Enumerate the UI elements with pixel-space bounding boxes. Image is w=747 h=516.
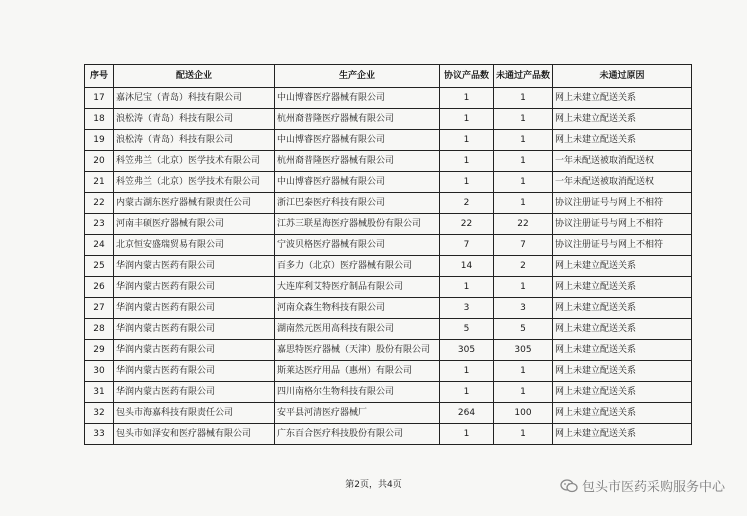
cell-distributor: 华润内蒙古医药有限公司 — [114, 277, 275, 298]
cell-failure-reason: 网上未建立配送关系 — [553, 361, 692, 382]
cell-failure-reason: 协议注册证号与网上不相符 — [553, 214, 692, 235]
cell-failed-count: 1 — [494, 109, 553, 130]
cell-index: 17 — [85, 88, 114, 109]
cell-index: 32 — [85, 403, 114, 424]
cell-agreement-count: 1 — [440, 109, 494, 130]
cell-index: 22 — [85, 193, 114, 214]
cell-index: 30 — [85, 361, 114, 382]
cell-failure-reason: 网上未建立配送关系 — [553, 109, 692, 130]
cell-failure-reason: 网上未建立配送关系 — [553, 340, 692, 361]
cell-distributor: 科笠弗兰（北京）医学技术有限公司 — [114, 172, 275, 193]
cell-failed-count: 2 — [494, 256, 553, 277]
cell-agreement-count: 5 — [440, 319, 494, 340]
cell-agreement-count: 1 — [440, 361, 494, 382]
cell-failed-count: 100 — [494, 403, 553, 424]
header-index: 序号 — [85, 65, 114, 88]
cell-manufacturer: 浙江巴泰医疗科技有限公司 — [275, 193, 440, 214]
cell-distributor: 浪松涛（青岛）科技有限公司 — [114, 109, 275, 130]
table-row — [85, 130, 692, 151]
cell-manufacturer: 宁波贝格医疗器械有限公司 — [275, 235, 440, 256]
cell-index: 28 — [85, 319, 114, 340]
cell-agreement-count: 1 — [440, 382, 494, 403]
cell-index: 31 — [85, 382, 114, 403]
table-row — [85, 277, 692, 298]
cell-failure-reason: 网上未建立配送关系 — [553, 403, 692, 424]
cell-failed-count: 22 — [494, 214, 553, 235]
cell-failure-reason: 网上未建立配送关系 — [553, 424, 692, 445]
cell-manufacturer: 百多力（北京）医疗器械有限公司 — [275, 256, 440, 277]
header-failed-count: 未通过产品数 — [494, 65, 553, 88]
cell-distributor: 科笠弗兰（北京）医学技术有限公司 — [114, 151, 275, 172]
cell-manufacturer: 江苏三联星海医疗器械股份有限公司 — [275, 214, 440, 235]
cell-agreement-count: 1 — [440, 277, 494, 298]
cell-failed-count: 1 — [494, 88, 553, 109]
table-row — [85, 424, 692, 445]
table-row — [85, 319, 692, 340]
cell-index: 18 — [85, 109, 114, 130]
cell-distributor: 华润内蒙古医药有限公司 — [114, 382, 275, 403]
cell-index: 25 — [85, 256, 114, 277]
table-row — [85, 235, 692, 256]
cell-failure-reason: 网上未建立配送关系 — [553, 382, 692, 403]
cell-failure-reason: 网上未建立配送关系 — [553, 298, 692, 319]
cell-index: 33 — [85, 424, 114, 445]
cell-manufacturer: 中山博睿医疗器械有限公司 — [275, 88, 440, 109]
cell-failure-reason: 网上未建立配送关系 — [553, 130, 692, 151]
cell-index: 20 — [85, 151, 114, 172]
table-row — [85, 214, 692, 235]
cell-failure-reason: 协议注册证号与网上不相符 — [553, 235, 692, 256]
cell-failed-count: 1 — [494, 277, 553, 298]
table-row — [85, 172, 692, 193]
cell-distributor: 华润内蒙古医药有限公司 — [114, 340, 275, 361]
cell-distributor: 北京恒安盛瑞贸易有限公司 — [114, 235, 275, 256]
cell-manufacturer: 嘉思特医疗器械（天津）股份有限公司 — [275, 340, 440, 361]
cell-failed-count: 1 — [494, 193, 553, 214]
cell-index: 23 — [85, 214, 114, 235]
page-number: 第2页，共4页 — [345, 480, 402, 490]
cell-distributor: 嘉沐尼宝（青岛）科技有限公司 — [114, 88, 275, 109]
cell-failure-reason: 网上未建立配送关系 — [553, 256, 692, 277]
cell-failed-count: 5 — [494, 319, 553, 340]
table-row — [85, 88, 692, 109]
header-manufacturer: 生产企业 — [275, 65, 440, 88]
cell-agreement-count: 2 — [440, 193, 494, 214]
cell-distributor: 华润内蒙古医药有限公司 — [114, 319, 275, 340]
cell-failed-count: 7 — [494, 235, 553, 256]
cell-distributor: 华润内蒙古医药有限公司 — [114, 256, 275, 277]
table-row — [85, 298, 692, 319]
cell-agreement-count: 1 — [440, 424, 494, 445]
cell-index: 19 — [85, 130, 114, 151]
table-row — [85, 382, 692, 403]
data-table — [84, 64, 692, 445]
cell-manufacturer: 中山博睿医疗器械有限公司 — [275, 172, 440, 193]
table-row — [85, 361, 692, 382]
cell-agreement-count: 305 — [440, 340, 494, 361]
cell-failed-count: 1 — [494, 382, 553, 403]
cell-index: 24 — [85, 235, 114, 256]
cell-agreement-count: 3 — [440, 298, 494, 319]
cell-agreement-count: 1 — [440, 151, 494, 172]
cell-failed-count: 1 — [494, 424, 553, 445]
cell-failure-reason: 一年未配送被取消配送权 — [553, 151, 692, 172]
cell-failed-count: 1 — [494, 130, 553, 151]
cell-manufacturer: 中山博睿医疗器械有限公司 — [275, 130, 440, 151]
cell-failure-reason: 协议注册证号与网上不相符 — [553, 193, 692, 214]
cell-failed-count: 1 — [494, 172, 553, 193]
cell-index: 29 — [85, 340, 114, 361]
cell-failed-count: 1 — [494, 151, 553, 172]
cell-distributor: 华润内蒙古医药有限公司 — [114, 298, 275, 319]
table-row — [85, 109, 692, 130]
cell-failure-reason: 一年未配送被取消配送权 — [553, 172, 692, 193]
cell-index: 27 — [85, 298, 114, 319]
table-row — [85, 340, 692, 361]
table-row — [85, 256, 692, 277]
cell-distributor: 包头市海嘉科技有限责任公司 — [114, 403, 275, 424]
cell-distributor: 华润内蒙古医药有限公司 — [114, 361, 275, 382]
cell-manufacturer: 杭州裔普隆医疗器械有限公司 — [275, 151, 440, 172]
cell-distributor: 河南丰硕医疗器械有限公司 — [114, 214, 275, 235]
wechat-icon — [560, 479, 578, 493]
cell-failure-reason: 网上未建立配送关系 — [553, 88, 692, 109]
cell-distributor: 浪松涛（青岛）科技有限公司 — [114, 130, 275, 151]
table-row — [85, 403, 692, 424]
cell-manufacturer: 杭州裔普隆医疗器械有限公司 — [275, 109, 440, 130]
header-distributor: 配送企业 — [114, 65, 275, 88]
cell-failure-reason: 网上未建立配送关系 — [553, 277, 692, 298]
cell-manufacturer: 湖南然元医用高科技有限公司 — [275, 319, 440, 340]
cell-distributor: 内蒙古湖东医疗器械有限责任公司 — [114, 193, 275, 214]
cell-agreement-count: 7 — [440, 235, 494, 256]
table-row — [85, 151, 692, 172]
header-agreement-count: 协议产品数 — [440, 65, 494, 88]
cell-agreement-count: 1 — [440, 172, 494, 193]
table-header-row — [85, 65, 692, 88]
cell-manufacturer: 斯莱达医疗用品（惠州）有限公司 — [275, 361, 440, 382]
cell-distributor: 包头市如泽安和医疗器械有限公司 — [114, 424, 275, 445]
cell-manufacturer: 安平县河清医疗器械厂 — [275, 403, 440, 424]
cell-index: 26 — [85, 277, 114, 298]
table-row — [85, 193, 692, 214]
cell-agreement-count: 1 — [440, 130, 494, 151]
cell-manufacturer: 四川南格尔生物科技有限公司 — [275, 382, 440, 403]
watermark-text: 包头市医药采购服务中心 — [581, 480, 725, 495]
cell-manufacturer: 广东百合医疗科技股份有限公司 — [275, 424, 440, 445]
cell-index: 21 — [85, 172, 114, 193]
cell-manufacturer: 河南众森生物科技有限公司 — [275, 298, 440, 319]
watermark — [560, 476, 725, 495]
cell-agreement-count: 264 — [440, 403, 494, 424]
cell-failed-count: 3 — [494, 298, 553, 319]
cell-failed-count: 305 — [494, 340, 553, 361]
header-failure-reason: 未通过原因 — [553, 65, 692, 88]
cell-failure-reason: 网上未建立配送关系 — [553, 319, 692, 340]
cell-agreement-count: 14 — [440, 256, 494, 277]
cell-agreement-count: 1 — [440, 88, 494, 109]
cell-failed-count: 1 — [494, 361, 553, 382]
cell-manufacturer: 大连库利艾特医疗制品有限公司 — [275, 277, 440, 298]
cell-agreement-count: 22 — [440, 214, 494, 235]
